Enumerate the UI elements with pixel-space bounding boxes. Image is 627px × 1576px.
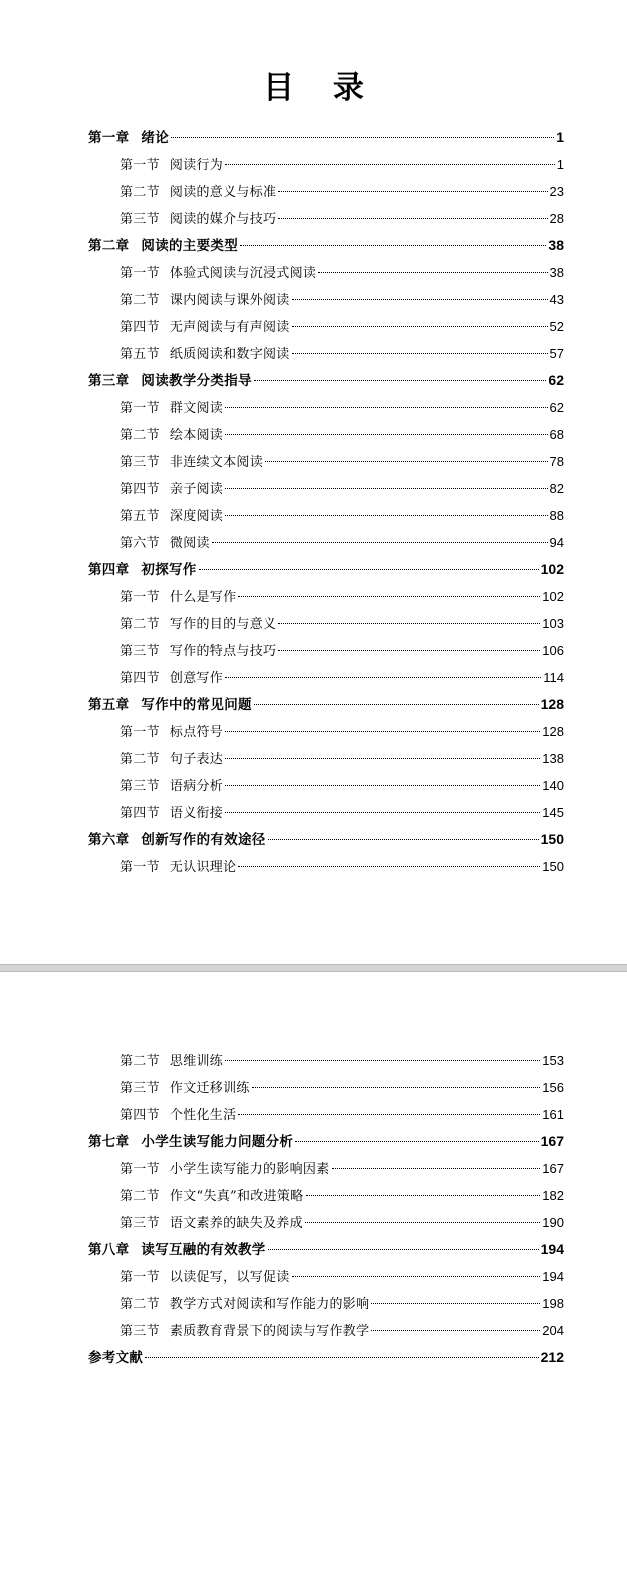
toc-page-number: 57 bbox=[549, 346, 564, 361]
toc-chapter-entry[interactable] bbox=[88, 556, 564, 583]
toc-section-entry[interactable] bbox=[88, 1155, 564, 1182]
toc-section-entry[interactable] bbox=[88, 1263, 564, 1290]
toc-entry-title: 思维训练 bbox=[169, 1054, 224, 1069]
toc-entry-number: 第一节 bbox=[120, 725, 160, 740]
toc-entry-number: 第三节 bbox=[120, 1081, 160, 1096]
toc-entry-number: 第一节 bbox=[120, 1162, 160, 1177]
toc-section-entry[interactable] bbox=[88, 1074, 564, 1101]
toc-entry-label bbox=[120, 746, 223, 773]
dot-leader bbox=[212, 542, 548, 543]
toc-section-entry[interactable] bbox=[88, 664, 564, 691]
dot-leader bbox=[145, 1357, 538, 1358]
dot-leader bbox=[171, 137, 554, 138]
toc-entry-title: 微阅读 bbox=[169, 536, 210, 551]
toc-page-number: 138 bbox=[542, 751, 564, 766]
dot-leader bbox=[225, 731, 540, 732]
dot-leader bbox=[371, 1303, 540, 1304]
toc-section-entry[interactable] bbox=[88, 745, 564, 772]
toc-entry-label bbox=[120, 287, 290, 314]
toc-section-entry[interactable] bbox=[88, 772, 564, 799]
toc-page-number: 106 bbox=[542, 643, 564, 658]
toc-entry-title: 作文迁移训练 bbox=[169, 1081, 250, 1096]
toc-page-number: 150 bbox=[540, 831, 564, 847]
toc-page-number: 68 bbox=[549, 427, 564, 442]
toc-section-entry[interactable] bbox=[88, 178, 564, 205]
dot-leader bbox=[238, 1114, 540, 1115]
toc-chapter-entry[interactable] bbox=[88, 124, 564, 151]
toc-section-entry[interactable] bbox=[88, 1290, 564, 1317]
toc-entry-number: 第二节 bbox=[120, 1297, 160, 1312]
dot-leader bbox=[225, 407, 547, 408]
dot-leader bbox=[225, 1060, 540, 1061]
toc-entry-label bbox=[88, 1129, 293, 1156]
toc-page-number: 212 bbox=[540, 1349, 564, 1365]
toc-page-number: 145 bbox=[542, 805, 564, 820]
dot-leader bbox=[292, 326, 548, 327]
toc-entry-label bbox=[120, 449, 263, 476]
toc-entry-number: 第六章 bbox=[88, 832, 130, 848]
toc-entry-title: 写作中的常见问题 bbox=[141, 697, 252, 713]
toc-page-number: 62 bbox=[548, 372, 564, 388]
toc-entry-title: 阅读的主要类型 bbox=[141, 238, 239, 254]
dot-leader bbox=[295, 1141, 538, 1142]
toc-entry-label bbox=[120, 719, 223, 746]
toc-section-entry[interactable] bbox=[88, 529, 564, 556]
toc-entry-number: 第四节 bbox=[120, 482, 160, 497]
toc-entry-title: 作文“失真”和改进策略 bbox=[169, 1189, 304, 1204]
dot-leader bbox=[238, 596, 540, 597]
dot-leader bbox=[278, 623, 540, 624]
toc-entry-title: 语文素养的缺失及养成 bbox=[169, 1216, 303, 1231]
toc-entry-label bbox=[88, 692, 252, 719]
toc-entry-label bbox=[120, 1291, 369, 1318]
toc-entry-label bbox=[120, 476, 223, 503]
toc-entry-number: 第四节 bbox=[120, 806, 160, 821]
dot-leader bbox=[254, 380, 547, 381]
dot-leader bbox=[225, 488, 547, 489]
dot-leader bbox=[278, 191, 547, 192]
toc-section-entry[interactable] bbox=[88, 1101, 564, 1128]
toc-entry-label bbox=[120, 503, 223, 530]
toc-entry-number: 第二节 bbox=[120, 1189, 160, 1204]
toc-page-number: 94 bbox=[549, 535, 564, 550]
toc-section-entry[interactable] bbox=[88, 610, 564, 637]
toc-entry-title: 小学生读写能力问题分析 bbox=[141, 1134, 294, 1150]
toc-entry-number: 第一节 bbox=[120, 590, 160, 605]
toc-entry-label bbox=[120, 260, 316, 287]
toc-chapter-entry[interactable] bbox=[88, 232, 564, 259]
toc-entry-title: 亲子阅读 bbox=[169, 482, 224, 497]
toc-entry-label bbox=[120, 152, 223, 179]
dot-leader bbox=[292, 1276, 541, 1277]
toc-entry-label bbox=[120, 1102, 236, 1129]
toc-entry-number: 第二节 bbox=[120, 185, 160, 200]
dot-leader bbox=[268, 1249, 539, 1250]
toc-section-entry[interactable] bbox=[88, 799, 564, 826]
dot-leader bbox=[252, 1087, 541, 1088]
toc-entry-number: 第二节 bbox=[120, 293, 160, 308]
toc-section-entry[interactable] bbox=[88, 1047, 564, 1074]
dot-leader bbox=[318, 272, 547, 273]
toc-entry-label bbox=[88, 827, 266, 854]
toc-entry-number: 第二节 bbox=[120, 428, 160, 443]
toc-section-entry[interactable] bbox=[88, 637, 564, 664]
toc-page-number: 194 bbox=[540, 1241, 564, 1257]
toc-section-entry[interactable] bbox=[88, 475, 564, 502]
dot-leader bbox=[306, 1195, 541, 1196]
toc-entry-label bbox=[120, 854, 236, 881]
toc-entry-label bbox=[120, 1264, 290, 1291]
toc-page-number: 28 bbox=[549, 211, 564, 226]
toc-entry-label bbox=[120, 800, 223, 827]
toc-page-number: 204 bbox=[542, 1323, 564, 1338]
toc-page-number: 62 bbox=[549, 400, 564, 415]
toc-entry-label bbox=[88, 1237, 266, 1264]
dot-leader bbox=[332, 1168, 541, 1169]
toc-section-entry[interactable] bbox=[88, 286, 564, 313]
toc-entry-title: 阅读的意义与标准 bbox=[169, 185, 277, 200]
toc-entry-number: 第一节 bbox=[120, 1270, 160, 1285]
toc-section-entry[interactable] bbox=[88, 853, 564, 880]
toc-entry-title: 绪论 bbox=[141, 130, 170, 146]
toc-entry-title: 个性化生活 bbox=[169, 1108, 237, 1123]
toc-entry-number: 第四节 bbox=[120, 1108, 160, 1123]
dot-leader bbox=[254, 704, 539, 705]
toc-entry-label bbox=[120, 422, 223, 449]
toc-section-entry[interactable] bbox=[88, 340, 564, 367]
toc-entry-title: 阅读行为 bbox=[169, 158, 224, 173]
toc-entry-label bbox=[88, 368, 252, 395]
toc-entry-label bbox=[120, 1075, 250, 1102]
dot-leader bbox=[371, 1330, 540, 1331]
toc-section-entry[interactable] bbox=[88, 394, 564, 421]
dot-leader bbox=[265, 461, 548, 462]
toc-page-number: 153 bbox=[542, 1053, 564, 1068]
toc-entry-title: 绘本阅读 bbox=[169, 428, 224, 443]
toc-entry-title: 标点符号 bbox=[169, 725, 224, 740]
toc-entry-number: 第三节 bbox=[120, 455, 160, 470]
dot-leader bbox=[292, 299, 548, 300]
toc-page-number: 1 bbox=[556, 129, 564, 145]
toc-entry-number: 第一节 bbox=[120, 860, 160, 875]
toc-entry-title: 纸质阅读和数字阅读 bbox=[169, 347, 290, 362]
toc-entry-title: 创意写作 bbox=[169, 671, 224, 686]
toc-entry-number: 第五节 bbox=[120, 347, 160, 362]
toc-entry-number: 第一章 bbox=[88, 130, 130, 146]
toc-page-number: 150 bbox=[542, 859, 564, 874]
toc-entry-title: 以读促写，以写促读 bbox=[169, 1270, 290, 1285]
toc-entry-number: 第二节 bbox=[120, 1054, 160, 1069]
toc-list bbox=[88, 1047, 564, 1371]
toc-entry-title: 句子表达 bbox=[169, 752, 224, 767]
toc-entry-title: 深度阅读 bbox=[169, 509, 224, 524]
dot-leader bbox=[292, 353, 548, 354]
toc-entry-label bbox=[88, 1345, 143, 1372]
dot-leader bbox=[305, 1222, 540, 1223]
dot-leader bbox=[225, 164, 555, 165]
toc-entry-label bbox=[120, 179, 276, 206]
toc-chapter-entry[interactable] bbox=[88, 1344, 564, 1371]
dot-leader bbox=[238, 866, 540, 867]
toc-page-2 bbox=[0, 972, 627, 1576]
toc-entry-number: 第三节 bbox=[120, 1216, 160, 1231]
dot-leader bbox=[278, 650, 540, 651]
toc-section-entry[interactable] bbox=[88, 151, 564, 178]
toc-chapter-entry[interactable] bbox=[88, 826, 564, 853]
toc-section-entry[interactable] bbox=[88, 205, 564, 232]
toc-entry-label bbox=[88, 233, 238, 260]
toc-entry-title: 无声阅读与有声阅读 bbox=[169, 320, 290, 335]
toc-page-number: 38 bbox=[549, 265, 564, 280]
toc-entry-title: 教学方式对阅读和写作能力的影响 bbox=[169, 1297, 370, 1312]
toc-section-entry[interactable] bbox=[88, 718, 564, 745]
toc-entry-title: 素质教育背景下的阅读与写作教学 bbox=[169, 1324, 370, 1339]
toc-entry-label bbox=[120, 611, 276, 638]
toc-page-number: 190 bbox=[542, 1215, 564, 1230]
toc-entry-number: 第六节 bbox=[120, 536, 160, 551]
toc-entry-number: 第八章 bbox=[88, 1242, 130, 1258]
toc-entry-title: 写作的特点与技巧 bbox=[169, 644, 277, 659]
dot-leader bbox=[225, 785, 540, 786]
toc-section-entry[interactable] bbox=[88, 259, 564, 286]
toc-entry-label bbox=[120, 665, 223, 692]
toc-page-number: 167 bbox=[542, 1161, 564, 1176]
toc-page-number: 102 bbox=[542, 589, 564, 604]
dot-leader bbox=[240, 245, 546, 246]
toc-page-number: 198 bbox=[542, 1296, 564, 1311]
toc-entry-number: 第二节 bbox=[120, 617, 160, 632]
toc-chapter-entry[interactable] bbox=[88, 1128, 564, 1155]
toc-chapter-entry[interactable] bbox=[88, 691, 564, 718]
toc-section-entry[interactable] bbox=[88, 421, 564, 448]
toc-entry-number: 第三节 bbox=[120, 212, 160, 227]
toc-page-number: 103 bbox=[542, 616, 564, 631]
toc-entry-title: 非连续文本阅读 bbox=[169, 455, 264, 470]
toc-entry-title: 语病分析 bbox=[169, 779, 224, 794]
toc-entry-label bbox=[88, 125, 169, 152]
toc-section-entry[interactable] bbox=[88, 448, 564, 475]
toc-entry-label bbox=[120, 530, 210, 557]
dot-leader bbox=[199, 569, 539, 570]
toc-entry-number: 第一节 bbox=[120, 158, 160, 173]
toc-entry-number: 第五节 bbox=[120, 509, 160, 524]
toc-page-number: 43 bbox=[549, 292, 564, 307]
toc-entry-title: 读写互融的有效教学 bbox=[141, 1242, 266, 1258]
toc-entry-label bbox=[120, 638, 276, 665]
toc-entry-label bbox=[120, 314, 290, 341]
toc-entry-title: 语义衔接 bbox=[169, 806, 224, 821]
toc-page-number: 167 bbox=[540, 1133, 564, 1149]
toc-section-entry[interactable] bbox=[88, 502, 564, 529]
toc-entry-title: 初探写作 bbox=[141, 562, 197, 578]
toc-entry-title: 什么是写作 bbox=[169, 590, 237, 605]
toc-entry-number: 第一节 bbox=[120, 401, 160, 416]
toc-page-number: 102 bbox=[540, 561, 564, 577]
dot-leader bbox=[278, 218, 547, 219]
toc-entry-number: 第四章 bbox=[88, 562, 130, 578]
toc-entry-title: 群文阅读 bbox=[169, 401, 224, 416]
toc-chapter-entry[interactable] bbox=[88, 1236, 564, 1263]
toc-entry-label bbox=[120, 206, 276, 233]
toc-section-entry[interactable] bbox=[88, 1182, 564, 1209]
toc-page-number: 156 bbox=[542, 1080, 564, 1095]
toc-entry-number: 第三章 bbox=[88, 373, 130, 389]
toc-entry-title: 阅读的媒介与技巧 bbox=[169, 212, 277, 227]
toc-page-number: 52 bbox=[549, 319, 564, 334]
toc-page-number: 82 bbox=[549, 481, 564, 496]
toc-entry-number: 第四节 bbox=[120, 671, 160, 686]
toc-entry-label bbox=[120, 1210, 303, 1237]
toc-chapter-entry[interactable] bbox=[88, 367, 564, 394]
toc-entry-label bbox=[88, 557, 197, 584]
page-separator bbox=[0, 964, 627, 972]
toc-entry-title: 写作的目的与意义 bbox=[169, 617, 277, 632]
dot-leader bbox=[225, 434, 547, 435]
toc-entry-title: 无认识理论 bbox=[169, 860, 237, 875]
toc-page-number: 1 bbox=[556, 157, 564, 172]
toc-entry-number: 第三节 bbox=[120, 644, 160, 659]
toc-title: 目 录 bbox=[263, 70, 378, 106]
toc-entry-label bbox=[120, 1183, 304, 1210]
toc-page-number: 182 bbox=[542, 1188, 564, 1203]
toc-section-entry[interactable] bbox=[88, 1209, 564, 1236]
toc-entry-label bbox=[120, 1048, 223, 1075]
dot-leader bbox=[225, 515, 547, 516]
toc-section-entry[interactable] bbox=[88, 583, 564, 610]
dot-leader bbox=[225, 812, 540, 813]
toc-entry-number: 第二节 bbox=[120, 752, 160, 767]
toc-page-number: 128 bbox=[542, 724, 564, 739]
toc-page-number: 140 bbox=[542, 778, 564, 793]
toc-entry-label bbox=[120, 1156, 330, 1183]
toc-section-entry[interactable] bbox=[88, 1317, 564, 1344]
toc-entry-label bbox=[120, 341, 290, 368]
toc-entry-title: 参考文献 bbox=[88, 1350, 144, 1366]
toc-entry-title: 小学生读写能力的影响因素 bbox=[169, 1162, 330, 1177]
toc-entry-title: 创新写作的有效途径 bbox=[141, 832, 266, 848]
toc-page-number: 194 bbox=[542, 1269, 564, 1284]
toc-entry-number: 第七章 bbox=[88, 1134, 130, 1150]
toc-page-number: 78 bbox=[549, 454, 564, 469]
toc-list bbox=[88, 124, 564, 880]
toc-section-entry[interactable] bbox=[88, 313, 564, 340]
toc-entry-label bbox=[120, 584, 236, 611]
dot-leader bbox=[225, 758, 540, 759]
toc-entry-label bbox=[120, 1318, 369, 1345]
toc-entry-title: 课内阅读与课外阅读 bbox=[169, 293, 290, 308]
toc-page-number: 23 bbox=[549, 184, 564, 199]
toc-entry-number: 第三节 bbox=[120, 779, 160, 794]
toc-page-number: 161 bbox=[542, 1107, 564, 1122]
toc-entry-title: 阅读教学分类指导 bbox=[141, 373, 252, 389]
toc-entry-number: 第一节 bbox=[120, 266, 160, 281]
dot-leader bbox=[225, 677, 541, 678]
toc-entry-number: 第四节 bbox=[120, 320, 160, 335]
toc-page-number: 114 bbox=[543, 670, 564, 685]
toc-entry-title: 体验式阅读与沉浸式阅读 bbox=[169, 266, 317, 281]
toc-entry-label bbox=[120, 395, 223, 422]
dot-leader bbox=[268, 839, 539, 840]
toc-entry-label bbox=[120, 773, 223, 800]
toc-page-number: 88 bbox=[549, 508, 564, 523]
toc-entry-number: 第三节 bbox=[120, 1324, 160, 1339]
toc-page-number: 38 bbox=[548, 237, 564, 253]
toc-page-number: 128 bbox=[540, 696, 564, 712]
toc-entry-number: 第五章 bbox=[88, 697, 130, 713]
toc-entry-number: 第二章 bbox=[88, 238, 130, 254]
